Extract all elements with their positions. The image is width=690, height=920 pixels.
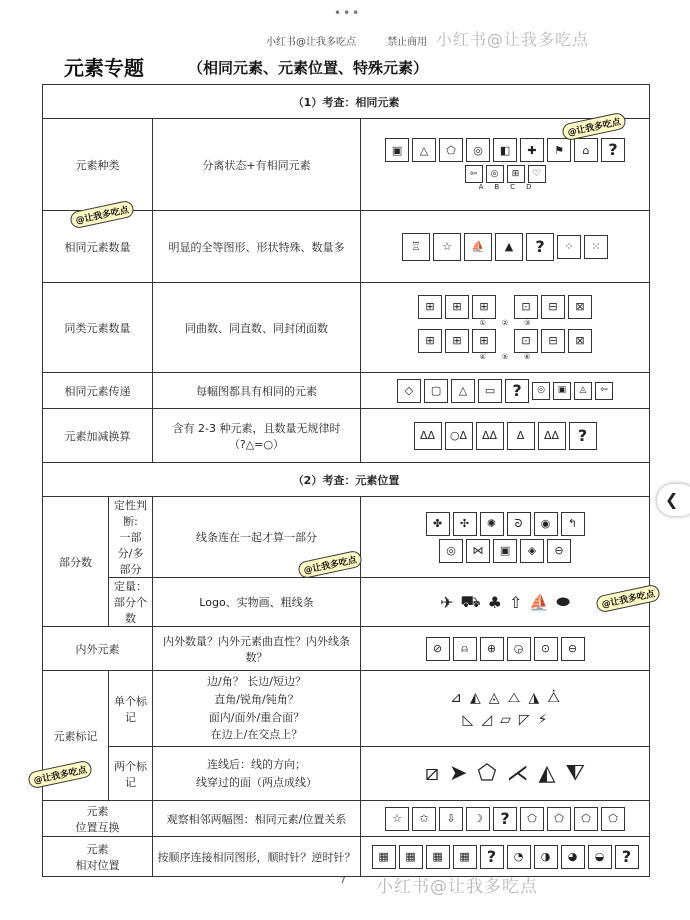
- more-dots[interactable]: •••: [334, 6, 362, 20]
- row-desc: 每幅图都具有相同的元素: [153, 373, 361, 409]
- grid-icon: ⊞: [445, 295, 469, 319]
- question-box: ?: [526, 233, 554, 261]
- section1-heading: （1）考查：相同元素: [43, 85, 650, 119]
- figure-icon: ▱: [500, 711, 511, 728]
- sub-label: 两个标记: [109, 747, 153, 801]
- row-label: [43, 801, 153, 837]
- sub-label: 定量：部分个数: [109, 578, 153, 627]
- figure-icon: ᐃᐃ: [414, 422, 442, 450]
- figure-icon: ☆: [385, 807, 409, 831]
- circle-icon: ◎: [466, 138, 490, 162]
- row-desc: [153, 409, 361, 463]
- option-letter: D: [526, 183, 532, 191]
- pentagon-icon: ⬠: [520, 807, 544, 831]
- figure-icon: ◺: [462, 711, 474, 728]
- figure-cell: [361, 671, 650, 747]
- figure-icon: ⧨: [565, 761, 586, 786]
- figure-icon: ᘐ: [507, 512, 531, 536]
- grid-icon: ⊞: [472, 295, 496, 319]
- watermark-stamp: @让我多吃点: [69, 200, 135, 230]
- desc-line: 在边上/在交点上？: [210, 728, 303, 742]
- figure-icon: ✺: [480, 512, 504, 536]
- grid-icon: ⊞: [445, 329, 469, 353]
- boat-icon: ⛵: [529, 592, 550, 612]
- figure-cell: [361, 747, 650, 801]
- figure-icon: ◿: [481, 711, 493, 728]
- question-box: ?: [493, 807, 517, 831]
- option-icon: ♡: [528, 165, 546, 183]
- watermark-stamp: @让我多吃点: [297, 550, 363, 580]
- question-box: ?: [601, 138, 625, 162]
- figure-icon: ⋈: [466, 539, 490, 563]
- option-icon: ⇦: [465, 165, 483, 183]
- figure-icon: ⊖: [561, 637, 585, 661]
- option-icon: ◎: [532, 382, 550, 400]
- option-icon: ⊞: [507, 165, 525, 183]
- figure-icon: ⬠: [477, 761, 497, 786]
- figure-icon: ▭: [478, 379, 502, 403]
- figure-icon: ✩: [412, 807, 436, 831]
- symbol-icon: ⊡: [514, 329, 538, 353]
- row-desc-line2: （?△=○）: [228, 437, 285, 451]
- row-desc: 明显的全等图形、形状特殊、数量多: [153, 211, 361, 283]
- question-box: ?: [569, 422, 597, 450]
- figure-icon: ᐃᐃ: [476, 422, 504, 450]
- figure-icon: ◬: [488, 689, 500, 706]
- figure-icon: ↰: [561, 512, 585, 536]
- logo-icon: ♣: [487, 592, 502, 612]
- source-label: 小红书@让我多吃点: [266, 37, 356, 48]
- figure-icon: ᐃᐃ: [538, 422, 566, 450]
- figure-icon: ⊙: [534, 637, 558, 661]
- grid-icon: ▦: [426, 845, 450, 869]
- row-desc: 线条连在一起才算一部分: [153, 497, 361, 578]
- grid-icon: ▦: [453, 845, 477, 869]
- option-letter: C: [510, 183, 516, 191]
- dots-icon: ⁘: [557, 235, 581, 259]
- symbol-icon: ⊠: [568, 295, 592, 319]
- rocket-icon: ⇧: [508, 592, 523, 612]
- figure-icon: ◭: [538, 761, 556, 786]
- figure-icon: ⋌: [506, 761, 529, 786]
- share-tab-button[interactable]: [657, 484, 690, 516]
- pie-icon: ◒: [588, 845, 612, 869]
- figure-icon: ✣: [453, 512, 477, 536]
- figure-icon: ◎: [439, 539, 463, 563]
- shapes-icon: ◧: [493, 138, 517, 162]
- sub-label: 单个标记: [109, 671, 153, 747]
- sub-label-line2: 一部分/多部分: [117, 531, 144, 576]
- main-table: [42, 84, 650, 877]
- row-desc: 观察相邻两幅图：相同元素/位置关系: [153, 801, 361, 837]
- figure-icon: ▲: [495, 233, 523, 261]
- option-letter: A: [478, 183, 484, 191]
- figure-cell: [361, 373, 650, 409]
- row-label: 部分数: [43, 497, 109, 627]
- figure-icon: ⧊: [547, 689, 560, 706]
- section2-heading: （2）考查：元素位置: [43, 463, 650, 497]
- row-label-line1: 元素: [86, 842, 109, 856]
- grid-icon: ⊞: [472, 329, 496, 353]
- symbol-icon: ⊡: [514, 295, 538, 319]
- figure-cell: [361, 801, 650, 837]
- row-desc-line1: 含有 2-3 种元素，且数量无规律时: [172, 421, 341, 435]
- figure-icon: ⧍: [507, 689, 521, 706]
- circled-number: ②: [501, 318, 509, 327]
- triangle-icon: △: [412, 138, 436, 162]
- row-label: 元素标记: [43, 671, 109, 801]
- star-icon: ☆: [433, 233, 461, 261]
- watermark-stamp: @让我多吃点: [27, 760, 93, 790]
- page-header: [266, 33, 455, 48]
- circled-number: ①: [479, 318, 486, 327]
- figure-icon: △: [451, 379, 475, 403]
- row-label: 同类元素数量: [43, 283, 153, 373]
- figure-icon: ⊿: [450, 689, 462, 706]
- option-icon: ◎: [486, 165, 504, 183]
- sub-label: [109, 497, 153, 578]
- circled-number: ⑥: [524, 352, 531, 361]
- desc-line: 直角/锐角/钝角？: [214, 692, 299, 706]
- question-box: ?: [505, 379, 529, 403]
- watermark-bottom: 小红书@让我多吃点: [376, 877, 538, 897]
- row-label: 相同元素传递: [43, 373, 153, 409]
- pie-icon: ◕: [561, 845, 585, 869]
- row-label: [43, 837, 153, 877]
- grid-icon: ⊞: [418, 295, 442, 319]
- figure-icon: ◈: [520, 539, 544, 563]
- sub-label-line1: 定性判断:: [114, 499, 147, 528]
- page-title: 元素专题: [64, 56, 144, 80]
- figure-icon: ▣: [493, 539, 517, 563]
- row-desc: 同曲数、同直数、同封闭面数: [153, 283, 361, 373]
- circled-number: ④: [479, 352, 486, 361]
- option-letter: B: [494, 183, 500, 191]
- question-box: ?: [615, 845, 639, 869]
- figure-icon: ᐃ: [507, 422, 535, 450]
- row-label: 内外元素: [43, 627, 153, 671]
- pie-icon: ◔: [507, 845, 531, 869]
- figure-cell: [361, 211, 650, 283]
- circled-number: ⑤: [501, 352, 509, 361]
- row-desc: 内外数量？内外元素曲直性？内外线条数？: [153, 627, 361, 671]
- figure-icon: ⊘: [426, 637, 450, 661]
- figure-cell: [361, 497, 650, 578]
- grid-icon: ▦: [372, 845, 396, 869]
- row-desc: Logo、实物画、粗线条: [153, 578, 361, 627]
- row-desc: 按顺序连接相同图形，顺时针？逆时针？: [153, 837, 361, 877]
- symbol-icon: ⊟: [541, 295, 565, 319]
- page-subtitle: （相同元素、元素位置、特殊元素）: [188, 59, 429, 77]
- figure-icon: ◸: [518, 711, 530, 728]
- watermark-stamp: @让我多吃点: [595, 584, 661, 614]
- desc-line: 线穿过的面（两点成线）: [196, 775, 317, 789]
- row-desc: [153, 671, 361, 747]
- option-icon: ▣: [553, 382, 571, 400]
- figure-cell: [361, 627, 650, 671]
- grid-icon: ▦: [399, 845, 423, 869]
- house-icon: ⌂: [574, 138, 598, 162]
- figure-icon: ➤: [448, 761, 468, 786]
- figure-cell: [361, 409, 650, 463]
- option-icon: ⇦: [595, 382, 613, 400]
- figure-icon: ◉: [534, 512, 558, 536]
- figure-icon: ⊖: [547, 539, 571, 563]
- row-label: 元素种类: [43, 119, 153, 211]
- figure-icon: ✤: [426, 512, 450, 536]
- row-label: 相同元素数量: [43, 211, 153, 283]
- watermark-stamp: @让我多吃点: [561, 112, 627, 142]
- pentagon-icon: ⬠: [601, 807, 625, 831]
- blimp-icon: ⬬: [556, 592, 570, 611]
- figure-icon: ⇩: [439, 807, 463, 831]
- pentagon-icon: ⬠: [547, 807, 571, 831]
- figure-cell: [361, 283, 650, 373]
- figure-icon: ⍝: [453, 637, 477, 661]
- figure-icon: ○ᐃ: [445, 422, 473, 450]
- row-desc: 分离状态+有相同元素: [153, 119, 361, 211]
- pentagon-icon: ⬠: [574, 807, 598, 831]
- figure-icon: ⚡: [537, 711, 548, 728]
- desc-line: 连线后：线的方向；: [207, 757, 306, 771]
- circled-number: ③: [524, 318, 531, 327]
- flag-icon: ⚑: [547, 138, 571, 162]
- desc-line: 边/角？ 长边/短边？: [207, 675, 306, 689]
- grid-icon: ⊞: [418, 329, 442, 353]
- figure-icon: ♖: [402, 233, 430, 261]
- row-label-line2: 相对位置: [75, 858, 120, 872]
- dots-icon: ⁙: [584, 235, 608, 259]
- cross-icon: ✚: [520, 138, 544, 162]
- figure-icon: ◭: [469, 689, 481, 706]
- watermark-top: 小红书@让我多吃点: [436, 30, 590, 49]
- figure-icon: ▢: [424, 379, 448, 403]
- figure-icon: ⧄: [424, 761, 439, 786]
- row-label: 元素加减换算: [43, 409, 153, 463]
- pie-icon: ◑: [534, 845, 558, 869]
- pentagon-icon: ⬠: [439, 138, 463, 162]
- figure-icon: ◇: [397, 379, 421, 403]
- row-label-line1: 元素: [86, 804, 109, 818]
- robot-icon: ⛟: [460, 591, 481, 611]
- figure-icon: ⛵: [464, 233, 492, 261]
- airplane-icon: ✈: [440, 592, 454, 612]
- symbol-icon: ⊟: [541, 329, 565, 353]
- option-icon: ◬: [574, 382, 592, 400]
- chevron-left-icon: ❮: [665, 490, 679, 509]
- page-number: 7: [340, 876, 346, 886]
- figure-icon: ⊕: [480, 637, 504, 661]
- figure-icon: ☽: [466, 807, 490, 831]
- figure-icon: ◮: [528, 689, 540, 706]
- desc-line: 面内/面外/重合面？: [208, 710, 305, 724]
- notice-label: 禁止商用: [387, 37, 428, 48]
- row-desc: [153, 747, 361, 801]
- row-label-line2: 位置互换: [75, 820, 120, 834]
- square-icon: ▣: [385, 138, 409, 162]
- figure-icon: ◶: [507, 637, 531, 661]
- symbol-icon: ⊠: [568, 329, 592, 353]
- question-box: ?: [480, 845, 504, 869]
- figure-cell: [361, 837, 650, 877]
